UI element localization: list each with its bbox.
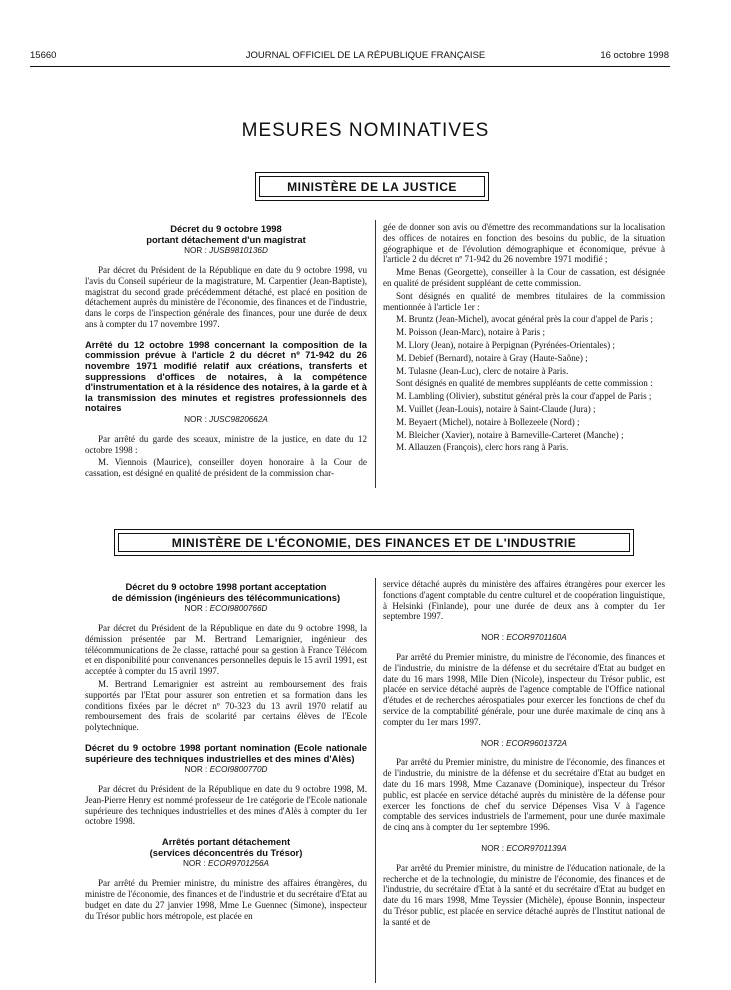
paragraph: gée de donner son avis ou d'émettre des recommandations sur la localisation des offices de notaires en fonction des besoins du public, de la situation géographique et de l'évolution démographique et économique, prévue à l'article 2 du décret nº 71-942 du 26 novembre 1971 modifié ; bbox=[383, 222, 665, 265]
nor-reference: NOR : JUSB9810136D bbox=[184, 246, 268, 256]
journal-title: JOURNAL OFFICIEL DE LA RÉPUBLIQUE FRANÇAISE bbox=[245, 50, 486, 61]
paragraph: Sont désignés en qualité de membres titulaires de la commission mentionnée à l'article 1er : bbox=[383, 290, 665, 312]
ministry-box-economy bbox=[114, 529, 634, 556]
decree-title: Arrêté du 12 octobre 1998 concernant la composition de la commission prévue à l'article 2 du décret nº 71-942 du 26 novembre 1971 modifié relatif aux créations, transferts et suppressions d'offices de notaires, à la compétence d'instrumentation et à la résidence des notaires, à la garde et à la transmission des minutes et registres professionnels des notaires bbox=[85, 338, 367, 414]
paragraph: Sont désignés en qualité de membres suppléants de cette commission : bbox=[396, 378, 653, 389]
list-item: M. Bleicher (Xavier), notaire à Barneville-Carteret (Manche) ; bbox=[396, 429, 624, 440]
paragraph: M. Viennois (Maurice), conseiller doyen honoraire à la Cour de cassation, est désigné en qualité de président de la commission char- bbox=[85, 457, 367, 479]
nor-reference: NOR : ECOR9601372A bbox=[480, 738, 568, 748]
list-item: M. Bruntz (Jean-Michel), avocat général près la cour d'appel de Paris ; bbox=[396, 314, 653, 325]
running-header bbox=[0, 50, 731, 64]
ministry-box-justice bbox=[255, 172, 489, 201]
list-item: M. Poisson (Jean-Marc), notaire à Paris ; bbox=[396, 327, 546, 338]
paragraph: Par arrêté du Premier ministre, du ministre de l'économie, des finances et de l'industrie, du ministre de la défense et du secrétaire d'Etat au budget en date du 16 mars 1998, Mlle Dien (Nicole), inspecteur du Trésor public, est placée en service détaché auprès de l'agence comptable de l'Office national d'études et de recherches aérospatiales pour exercer les fonctions de chef du service de la comptabilité générale, pour une durée maximale de cinq ans à compter du 1er mars 1997. bbox=[383, 651, 665, 727]
decree-title: Arrêtés portant détachement (services déconcentrés du Trésor) bbox=[149, 836, 303, 858]
decree-title: Décret du 9 octobre 1998 portant détachement d'un magistrat bbox=[146, 223, 306, 245]
decree-title: Décret du 9 octobre 1998 portant acceptation de démission (ingénieurs des télécommunications) bbox=[111, 581, 341, 603]
paragraph: Mme Benas (Georgette), conseiller à la Cour de cassation, est désignée en qualité de président suppléant de cette commission. bbox=[383, 267, 665, 288]
list-item: M. Tulasne (Jean-Luc), clerc de notaire à Paris. bbox=[396, 365, 569, 376]
column-divider bbox=[375, 220, 376, 488]
nor-reference: NOR : ECOR9701160A bbox=[481, 633, 567, 643]
section1-right-column bbox=[383, 222, 665, 455]
page-number: 15660 bbox=[30, 50, 57, 61]
header-rule bbox=[30, 66, 670, 67]
list-item: M. Allauzen (François), clerc hors rang à Paris. bbox=[396, 442, 569, 453]
nor-reference: NOR : ECOI9800770D bbox=[184, 765, 268, 775]
paragraph: Par décret du Président de la République en date du 9 octobre 1998, M. Jean-Pierre Henry est nommé professeur de 1re catégorie de l'Ecole nationale supérieure des techniques industrielles et des mines d'Alès à compter du 1er octobre 1998. bbox=[85, 783, 367, 827]
paragraph: Par arrêté du garde des sceaux, ministre de la justice, en date du 12 octobre 1998 : bbox=[85, 433, 367, 455]
section2-right-column bbox=[383, 579, 665, 930]
paragraph: M. Bertrand Lemarignier est astreint au remboursement des frais supportés par l'Etat pour assurer son entretien et sa formation dans les conditions fixées par le décret nº 70-323 du 13 avril 1970 relatif au remboursement des frais de scolarité par certains élèves de l'Ecole polytechnique. bbox=[85, 678, 367, 733]
issue-date: 16 octobre 1998 bbox=[600, 50, 669, 61]
column-divider bbox=[375, 578, 376, 983]
paragraph: Par décret du Président de la République en date du 9 octobre 1998, vu l'avis du Conseil supérieur de la magistrature, M. Carpentier (Jean-Baptiste), magistrat du second grade précédemment détaché, est placé en position de détachement auprès du ministère de l'économie, des finances et de l'industrie, dans le corps de l'inspection générale des finances, pour une durée de deux ans à compter du 17 novembre 1997. bbox=[85, 264, 367, 329]
paragraph: service détaché auprès du ministère des affaires étrangères pour exercer les fonctions d'agent comptable du centre culturel et de coopération linguistique, à Helsinki (Finlande), pour une durée de deux ans à compter du 1er septembre 1997. bbox=[383, 579, 665, 622]
nor-reference: NOR : ECOI9800766D bbox=[184, 604, 268, 614]
nor-reference: NOR : ECOR9701256A bbox=[182, 859, 270, 869]
paragraph: Par arrêté du Premier ministre, du ministre de l'économie, des finances et de l'industrie, du ministre de la défense et du secrétaire d'Etat au budget en date du 16 mars 1998, Mme Cazanave (Dominique), inspecteur du Trésor public, est placée en service détaché auprès du ministère de la défense pour exercer les fonctions de chef du service Dépenses Visa V à l'agence comptable des services industriels de l'armement, pour une durée maximale de cinq ans à compter du 1er septembre 1996. bbox=[383, 757, 665, 833]
ministry-title: MINISTÈRE DE LA JUSTICE bbox=[259, 176, 485, 197]
decree-title: Décret du 9 octobre 1998 portant nomination (Ecole nationale supérieure des techniques industrielles et des mines d'Alès) bbox=[85, 741, 367, 764]
paragraph: Par arrêté du Premier ministre, du ministre des affaires étrangères, du ministre de l'économie, des finances et de l'industrie et du secrétaire d'Etat au budget en date du 27 janvier 1998, Mme Le Guennec (Simone), inspecteur du Trésor public hors métropole, est placée en bbox=[85, 878, 367, 921]
ministry-title: MINISTÈRE DE L'ÉCONOMIE, DES FINANCES ET DE L'INDUSTRIE bbox=[118, 533, 630, 552]
nor-reference: NOR : ECOR9701139A bbox=[481, 843, 567, 853]
paragraph: Par décret du Président de la République en date du 9 octobre 1998, la démission présentée par M. Bertrand Lemarignier, ingénieur des télécommunications de 2e classe, rattaché pour sa gestion à France Télécom et en disponibilité pour convenances personnelles depuis le 15 avril 1991, est acceptée à compter du 15 avril 1997. bbox=[85, 622, 367, 677]
list-item: M. Debief (Bernard), notaire à Gray (Haute-Saône) ; bbox=[396, 352, 588, 363]
list-item: M. Vuillet (Jean-Louis), notaire à Saint-Claude (Jura) ; bbox=[396, 403, 596, 414]
list-item: M. Beyaert (Michel), notaire à Bollezeele (Nord) ; bbox=[396, 416, 580, 427]
main-title: MESURES NOMINATIVES bbox=[241, 120, 490, 141]
section1-left-column bbox=[85, 224, 367, 481]
section2-left-column bbox=[85, 582, 367, 923]
list-item: M. Lambling (Olivier), substitut général près la cour d'appel de Paris ; bbox=[396, 391, 652, 402]
paragraph: Par arrêté du Premier ministre, du ministre de l'éducation nationale, de la recherche et de la technologie, du ministre de l'économie, des finances et de l'industrie, du secrétaire d'Etat à la santé et du secrétaire d'Etat au budget en date du 16 mars 1998, Mme Teyssier (Michèle), épouse Bonnin, inspecteur du Trésor public, est placée en service détaché auprès de l'Institut national de la santé et de bbox=[383, 862, 665, 927]
nor-reference: NOR : JUSC9820662A bbox=[184, 414, 268, 424]
list-item: M. Llory (Jean), notaire à Perpignan (Pyrénées-Orientales) ; bbox=[396, 339, 615, 350]
